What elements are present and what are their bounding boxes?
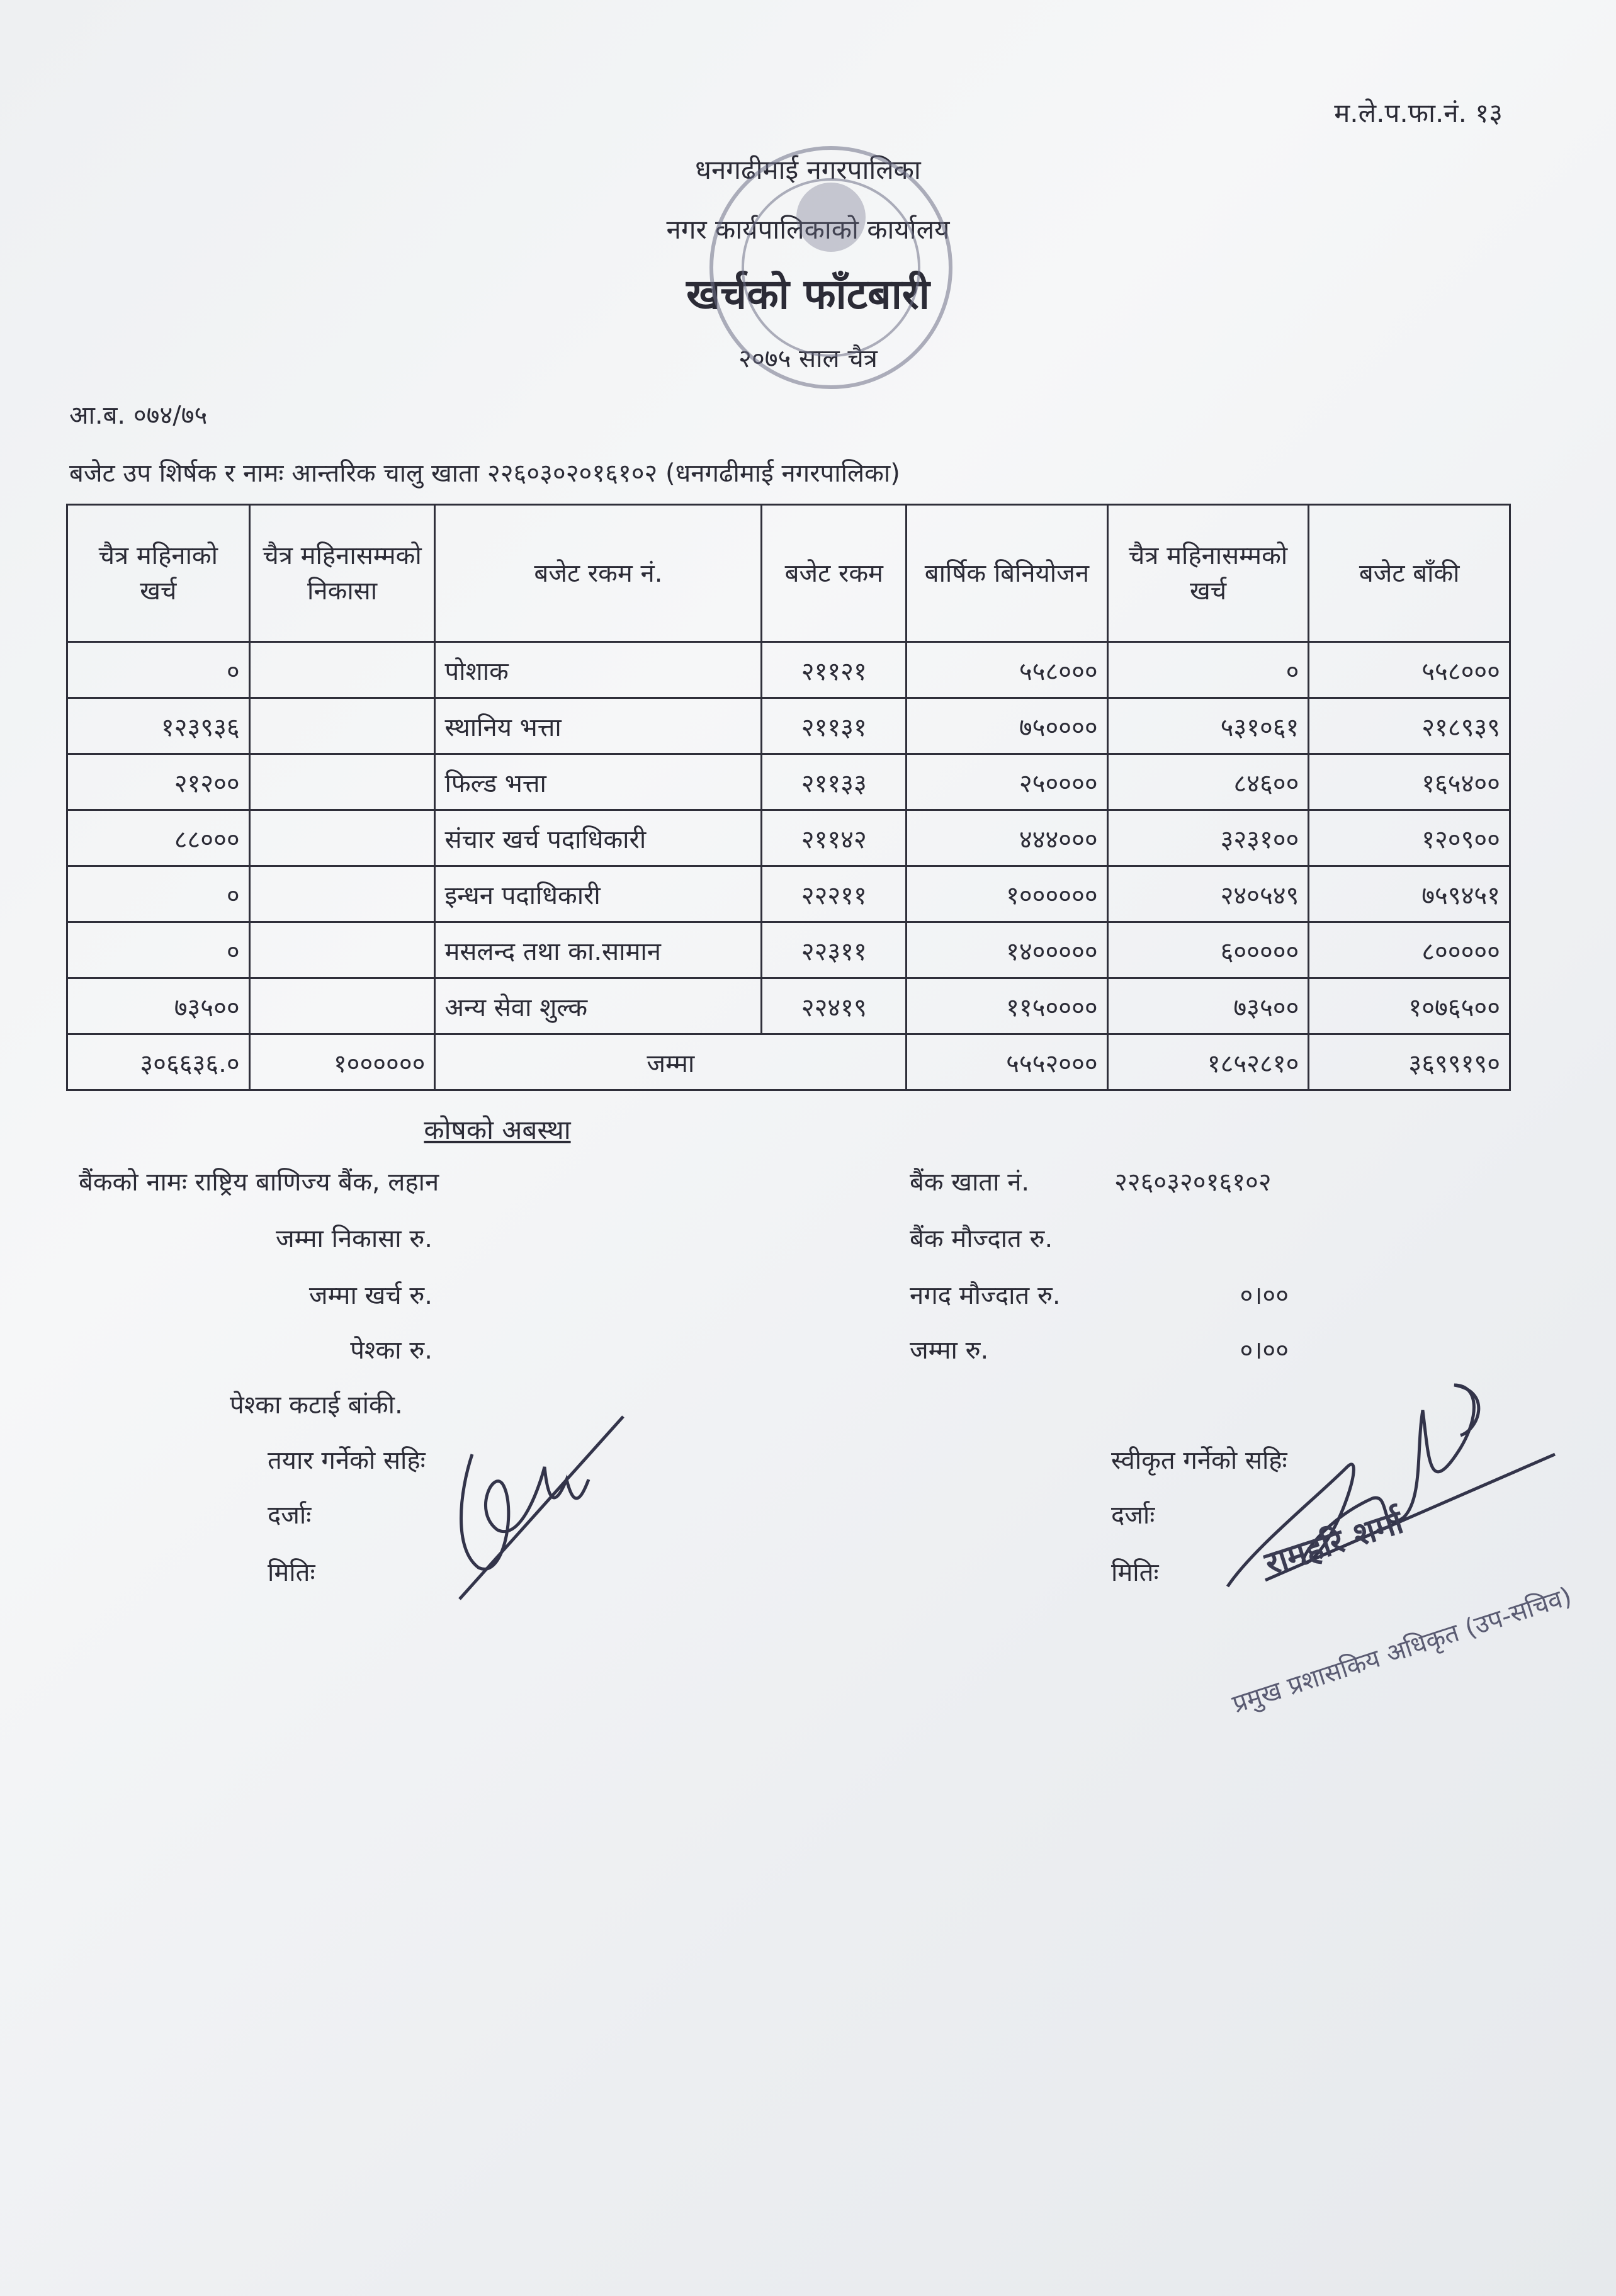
cell-annual: ११५००००: [907, 978, 1108, 1034]
document-title: खर्चको फाँटबारी: [686, 270, 930, 319]
header-cumulative-expense: चैत्र महिनासम्मको खर्च: [1107, 505, 1309, 642]
approver-title-stamp: प्रमुख प्रशासकिय अधिकृत (उप-सचिव): [1229, 1581, 1576, 1719]
table-row: [67, 698, 1510, 754]
table-row: [67, 866, 1510, 922]
advance-label: पेश्का रु.: [350, 1336, 432, 1365]
cell-month-expense: ०: [67, 922, 250, 978]
cell-balance: १०७६५००: [1309, 978, 1510, 1034]
cell-budget-code: २११४२: [762, 810, 907, 866]
cell-release: [249, 698, 435, 754]
header-budget-balance: बजेट बाँकी: [1309, 505, 1510, 642]
cell-cumulative-expense: २४०५४९: [1107, 866, 1309, 922]
form-number: म.ले.प.फा.नं. १३: [1334, 98, 1503, 128]
cell-budget-code: २२३११: [762, 922, 907, 978]
table-row: [67, 810, 1510, 866]
bank-balance-label: बैंक मौज्दात रु.: [910, 1224, 1053, 1253]
total-label: जम्मा: [435, 1034, 907, 1090]
total-month-expense: ३०६६३६.०: [67, 1034, 250, 1090]
cell-budget-name: स्थानिय भत्ता: [435, 698, 762, 754]
total-cumulative-expense: १८५२८१०: [1107, 1034, 1309, 1090]
cell-month-expense: ०: [67, 642, 250, 698]
total-release-label: जम्मा निकासा रु.: [275, 1224, 432, 1253]
prepared-rank-label: दर्जाः: [268, 1501, 312, 1530]
approved-by-label: स्वीकृत गर्नेको सहिः: [1111, 1446, 1287, 1475]
cell-annual: १००००००: [907, 866, 1108, 922]
cell-month-expense: ०: [67, 866, 250, 922]
header-annual-allocation: बार्षिक बिनियोजन: [907, 505, 1108, 642]
total-balance: ३६९९१९०: [1309, 1034, 1510, 1090]
table-row: [67, 922, 1510, 978]
cell-release: [249, 754, 435, 810]
cell-cumulative-expense: ५३१०६१: [1107, 698, 1309, 754]
total-balance-value: ०।००: [1240, 1336, 1289, 1365]
cell-release: [249, 866, 435, 922]
cash-balance-value: ०।००: [1240, 1281, 1289, 1310]
advance-balance-label: पेश्का कटाई बांकी.: [230, 1391, 403, 1420]
cell-release: [249, 642, 435, 698]
cell-month-expense: ७३५००: [67, 978, 250, 1034]
header-cumulative-release: चैत्र महिनासम्मको निकासा: [249, 505, 435, 642]
cell-balance: १६५४००: [1309, 754, 1510, 810]
cell-balance: ५५८०००: [1309, 642, 1510, 698]
cell-month-expense: २१२००: [67, 754, 250, 810]
budget-table: [66, 504, 1511, 1091]
cell-cumulative-expense: ०: [1107, 642, 1309, 698]
header-budget-amount: बजेट रकम: [762, 505, 907, 642]
cell-cumulative-expense: ८४६००: [1107, 754, 1309, 810]
cash-balance-label: नगद मौज्दात रु.: [910, 1281, 1061, 1310]
prepared-by-label: तयार गर्नेको सहिः: [268, 1446, 426, 1475]
cell-cumulative-expense: ७३५००: [1107, 978, 1309, 1034]
cell-annual: ५५८०००: [907, 642, 1108, 698]
cell-budget-code: २११३३: [762, 754, 907, 810]
cell-annual: २५००००: [907, 754, 1108, 810]
cell-annual: ४४४०००: [907, 810, 1108, 866]
preparer-signature-icon: [434, 1410, 636, 1618]
cell-release: [249, 922, 435, 978]
account-number: २२६०३२०१६१०२: [1114, 1168, 1272, 1197]
cell-release: [249, 810, 435, 866]
cell-budget-name: अन्य सेवा शुल्क: [435, 978, 762, 1034]
office-subtitle: नगर कार्यपालिकाको कार्यालय: [666, 214, 950, 245]
prepared-date-label: मितिः: [268, 1558, 315, 1587]
bank-name: बैंकको नामः राष्ट्रिय बाणिज्य बैंक, लहान: [79, 1168, 439, 1197]
cell-cumulative-expense: ३२३१००: [1107, 810, 1309, 866]
cell-release: [249, 978, 435, 1034]
approved-rank-label: दर्जाः: [1111, 1501, 1155, 1530]
header-budget-code: बजेट रकम नं.: [435, 505, 762, 642]
table-row: [67, 978, 1510, 1034]
table-row: [67, 754, 1510, 810]
account-number-label: बैंक खाता नं.: [910, 1168, 1030, 1197]
cell-cumulative-expense: ६०००००: [1107, 922, 1309, 978]
total-expense-label: जम्मा खर्च रु.: [308, 1281, 432, 1310]
table-row: [67, 642, 1510, 698]
cell-balance: २१८९३९: [1309, 698, 1510, 754]
total-release: १००००००: [249, 1034, 435, 1090]
approver-name-stamp: रामहरि शर्मा: [1260, 1503, 1408, 1583]
total-annual: ५५५२०००: [907, 1034, 1108, 1090]
cell-balance: १२०९००: [1309, 810, 1510, 866]
cell-month-expense: ८८०००: [67, 810, 250, 866]
cell-budget-code: २११३१: [762, 698, 907, 754]
cell-budget-name: मसलन्द तथा का.सामान: [435, 922, 762, 978]
cell-budget-name: फिल्ड भत्ता: [435, 754, 762, 810]
table-total-row: [67, 1034, 1510, 1090]
document-year: २०७५ साल चैत्र: [738, 344, 878, 373]
cell-budget-name: पोशाक: [435, 642, 762, 698]
cell-budget-code: २२२११: [762, 866, 907, 922]
office-seal-icon: [699, 135, 963, 400]
total-balance-label: जम्मा रु.: [910, 1336, 989, 1365]
cell-annual: १४०००००: [907, 922, 1108, 978]
budget-heading: बजेट उप शिर्षक र नामः आन्तरिक चालु खाता २२६०३०२०१६१०२ (धनगढीमाई नगरपालिका): [69, 459, 900, 488]
table-header-row: [67, 505, 1510, 642]
approved-date-label: मितिः: [1111, 1558, 1159, 1587]
cell-month-expense: १२३९३६: [67, 698, 250, 754]
cell-annual: ७५००००: [907, 698, 1108, 754]
fund-status-heading: कोषको अबस्था: [424, 1114, 571, 1145]
office-name: धनगढीमाई नगरपालिका: [695, 154, 921, 185]
cell-balance: ७५९४५१: [1309, 866, 1510, 922]
cell-budget-name: इन्धन पदाधिकारी: [435, 866, 762, 922]
fiscal-year: आ.ब. ०७४/७५: [69, 401, 208, 430]
cell-budget-name: संचार खर्च पदाधिकारी: [435, 810, 762, 866]
cell-balance: ८०००००: [1309, 922, 1510, 978]
cell-budget-code: २२४१९: [762, 978, 907, 1034]
cell-budget-code: २११२१: [762, 642, 907, 698]
header-month-expense: चैत्र महिनाको खर्च: [67, 505, 250, 642]
